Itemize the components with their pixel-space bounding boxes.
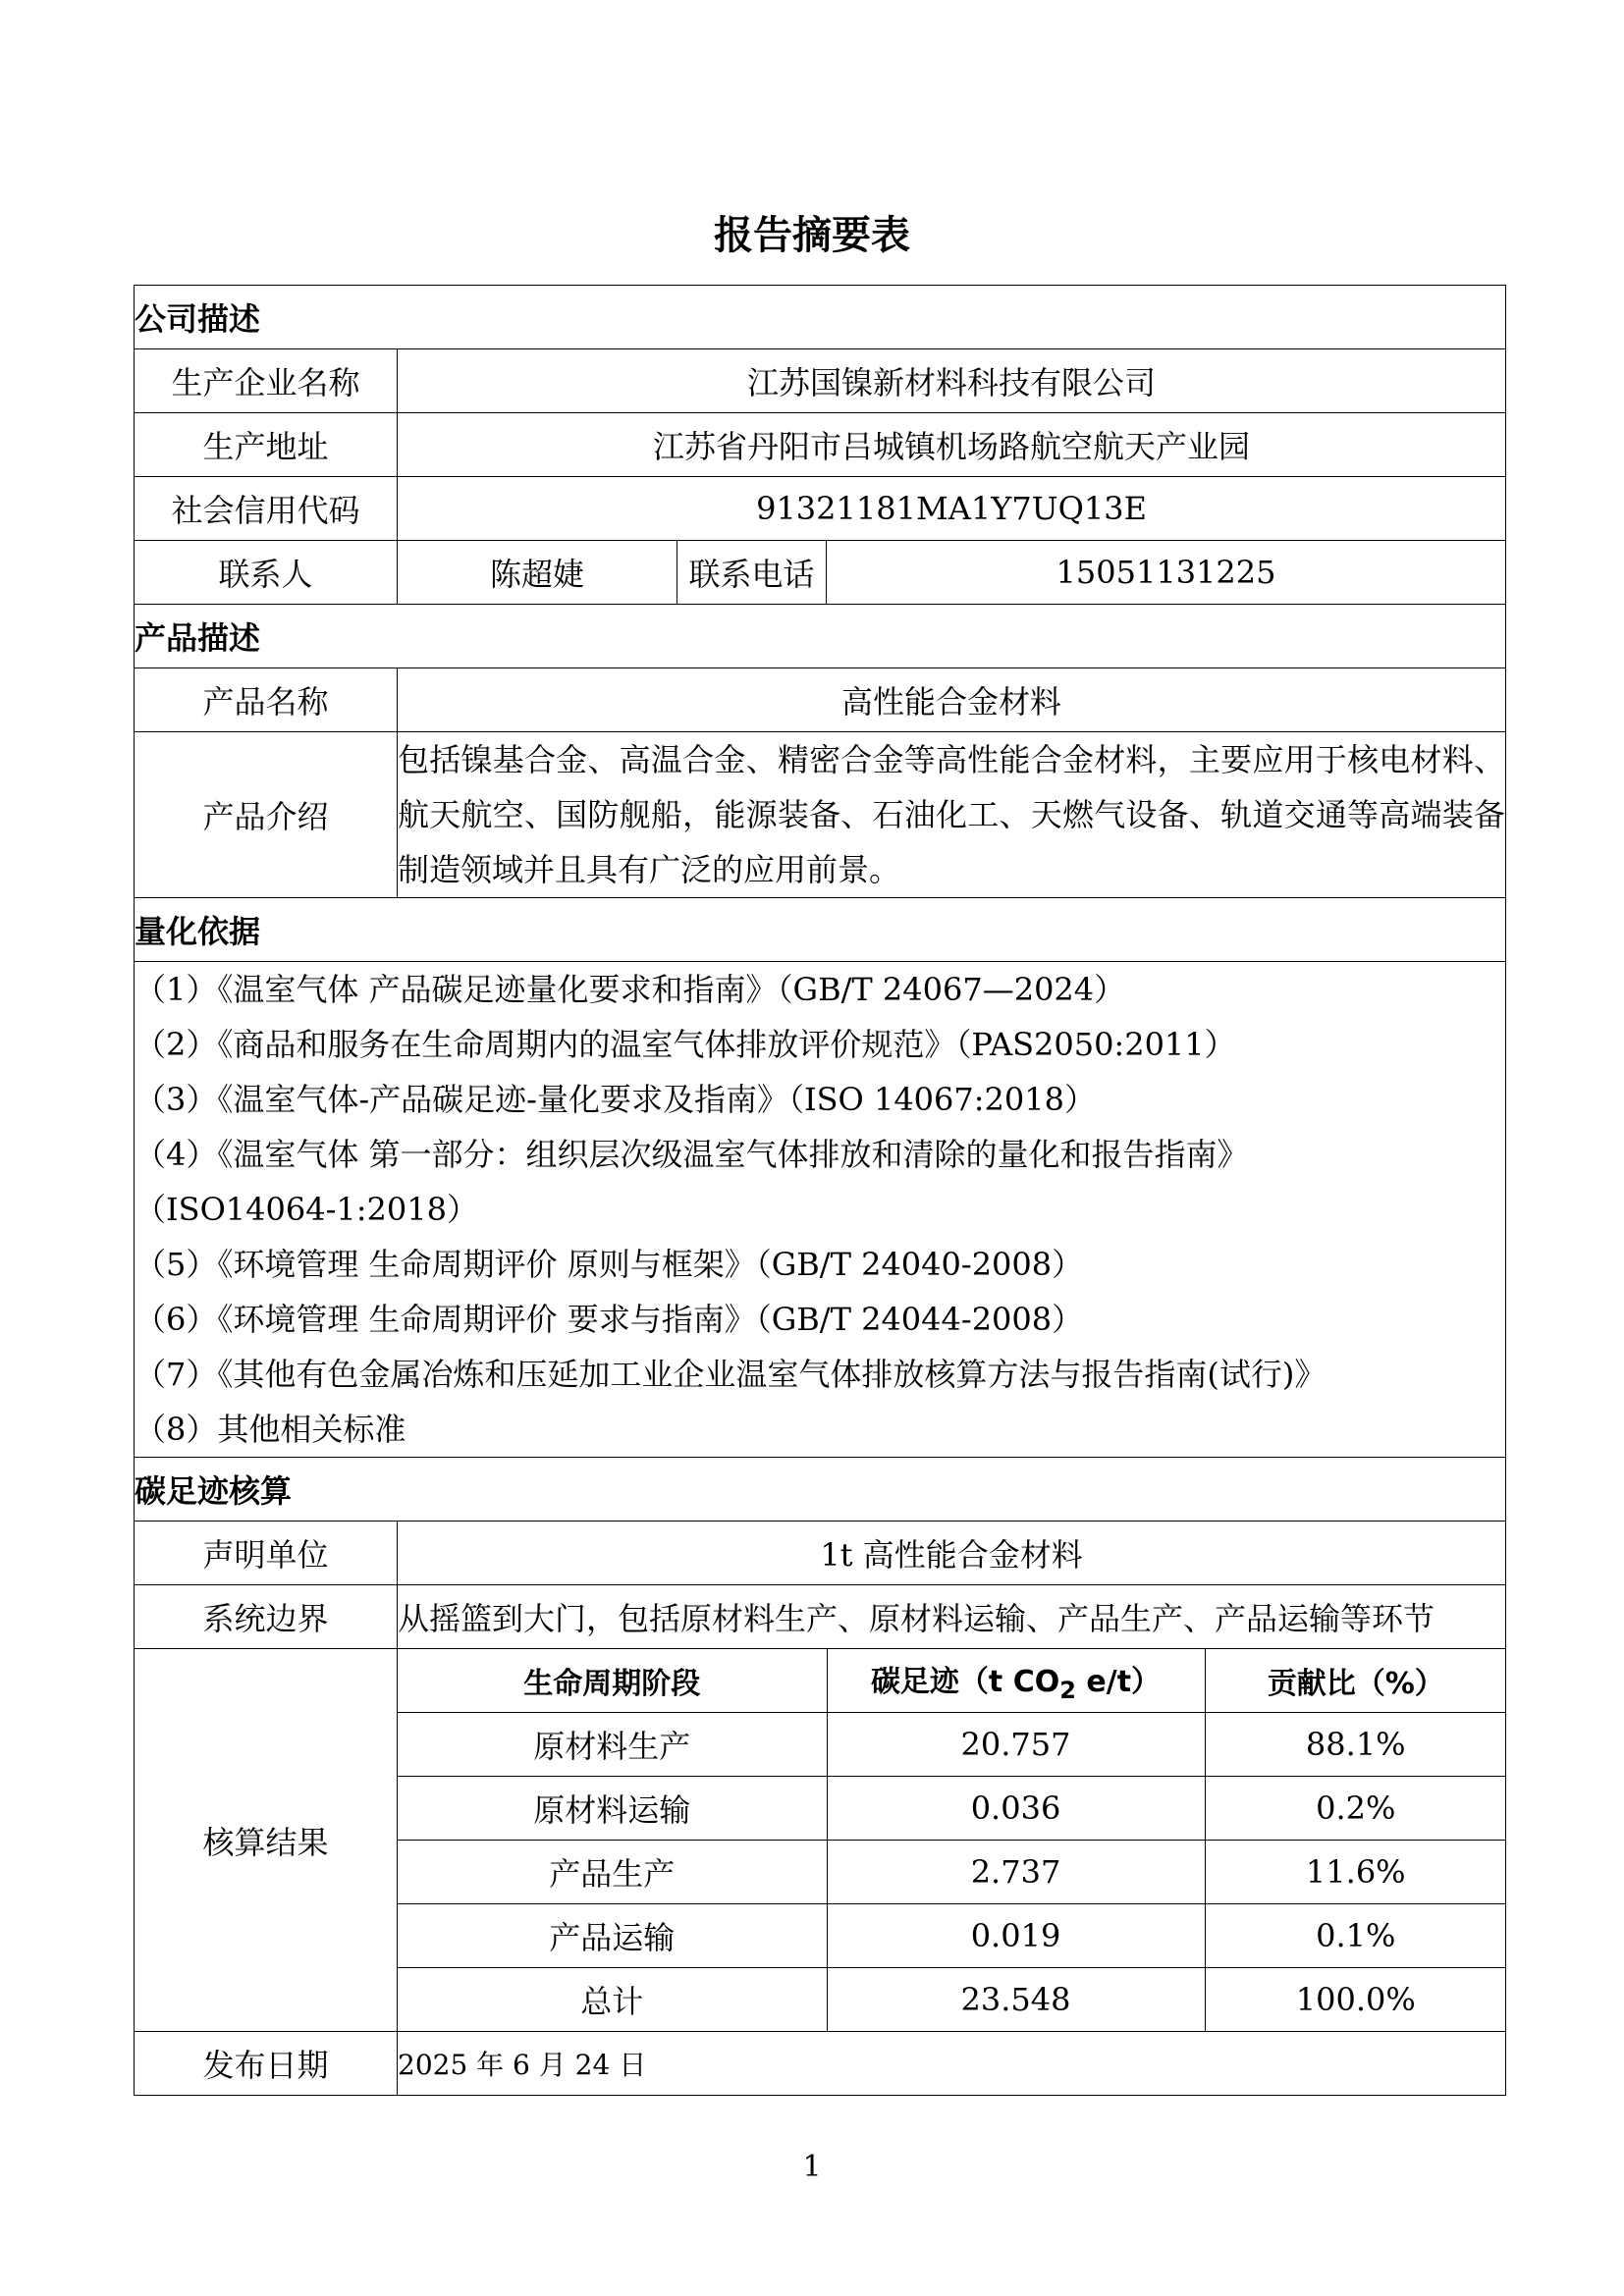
ratio-cell: 11.6% bbox=[1205, 1841, 1506, 1904]
basis-item: （6）《环境管理 生命周期评价 要求与指南》（GB/T 24044-2008） bbox=[135, 1301, 1084, 1338]
basis-item: （1）《温室气体 产品碳足迹量化要求和指南》（GB/T 24067—2024） bbox=[135, 971, 1126, 1008]
company-section-row bbox=[135, 286, 1506, 349]
results-table bbox=[398, 1649, 1506, 2031]
footprint-cell: 23.548 bbox=[827, 1968, 1205, 2032]
ratio-cell: 100.0% bbox=[1205, 1968, 1506, 2032]
results-header-row bbox=[398, 1649, 1506, 1713]
basis-item: （4）《温室气体 第一部分：组织层次级温室气体排放和清除的量化和报告指南》 bbox=[135, 1136, 1249, 1173]
product-name-row bbox=[135, 668, 1506, 732]
system-boundary-row bbox=[135, 1585, 1506, 1649]
summary-table bbox=[134, 285, 1506, 2096]
results-label: 核算结果 bbox=[135, 1649, 398, 2032]
stage-cell: 原材料生产 bbox=[398, 1713, 827, 1777]
ratio-cell: 0.1% bbox=[1205, 1904, 1506, 1968]
product-intro-row bbox=[135, 732, 1506, 898]
declared-unit-value: 1t 高性能合金材料 bbox=[398, 1522, 1506, 1585]
address-row bbox=[135, 413, 1506, 477]
basis-item: （8）其他相关标准 bbox=[135, 1411, 406, 1448]
stage-cell: 原材料运输 bbox=[398, 1777, 827, 1841]
table-row bbox=[398, 1841, 1506, 1904]
phone-value: 15051131225 bbox=[827, 541, 1506, 605]
footprint-section-heading: 碳足迹核算 bbox=[135, 1458, 1506, 1522]
release-date-label: 发布日期 bbox=[135, 2032, 398, 2096]
ratio-cell: 0.2% bbox=[1205, 1777, 1506, 1841]
contact-value: 陈超婕 bbox=[398, 541, 677, 605]
credit-code-row bbox=[135, 477, 1506, 541]
footprint-cell: 20.757 bbox=[827, 1713, 1205, 1777]
product-intro-text: 包括镍基合金、高温合金、精密合金等高性能合金材料，主要应用于核电材料、航天航空、国防舰船，能源装备、石油化工、天燃气设备、轨道交通等高端装备制造领域并且具有广泛的应用前景。 bbox=[398, 732, 1506, 898]
stage-cell: 产品运输 bbox=[398, 1904, 827, 1968]
results-row bbox=[135, 1649, 1506, 2032]
footprint-header-suffix: e/t） bbox=[1075, 1665, 1162, 1699]
release-date-row bbox=[135, 2032, 1506, 2096]
system-boundary-label: 系统边界 bbox=[135, 1585, 398, 1649]
footprint-section-row bbox=[135, 1458, 1506, 1522]
footprint-cell: 0.036 bbox=[827, 1777, 1205, 1841]
credit-code-value: 91321181MA1Y7UQ13E bbox=[398, 477, 1506, 541]
credit-code-label: 社会信用代码 bbox=[135, 477, 398, 541]
ratio-header: 贡献比（%） bbox=[1205, 1649, 1506, 1713]
declared-unit-row bbox=[135, 1522, 1506, 1585]
declared-unit-label: 声明单位 bbox=[135, 1522, 398, 1585]
basis-item: （3）《温室气体-产品碳足迹-量化要求及指南》（ISO 14067:2018） bbox=[135, 1081, 1096, 1118]
company-name-row bbox=[135, 349, 1506, 413]
basis-item: （2）《商品和服务在生命周期内的温室气体排放评价规范》（PAS2050:2011） bbox=[135, 1026, 1236, 1063]
contact-label: 联系人 bbox=[135, 541, 398, 605]
page-title: 报告摘要表 bbox=[714, 213, 910, 258]
address-label: 生产地址 bbox=[135, 413, 398, 477]
release-date-value: 2025 年 6 月 24 日 bbox=[398, 2032, 1506, 2096]
product-name-value: 高性能合金材料 bbox=[398, 668, 1506, 732]
product-section-heading: 产品描述 bbox=[135, 605, 1506, 668]
address-value: 江苏省丹阳市吕城镇机场路航空航天产业园 bbox=[398, 413, 1506, 477]
basis-section-row bbox=[135, 898, 1506, 962]
page-number: 1 bbox=[802, 2150, 822, 2184]
company-name-value: 江苏国镍新材料科技有限公司 bbox=[398, 349, 1506, 413]
table-row bbox=[398, 1904, 1506, 1968]
phone-label: 联系电话 bbox=[677, 541, 827, 605]
product-section-row bbox=[135, 605, 1506, 668]
product-name-label: 产品名称 bbox=[135, 668, 398, 732]
company-name-label: 生产企业名称 bbox=[135, 349, 398, 413]
footprint-cell: 2.737 bbox=[827, 1841, 1205, 1904]
table-row bbox=[398, 1713, 1506, 1777]
company-section-heading: 公司描述 bbox=[135, 286, 1506, 349]
results-cell bbox=[398, 1649, 1506, 2032]
stage-header: 生命周期阶段 bbox=[398, 1649, 827, 1713]
footprint-header-prefix: 碳足迹（t CO bbox=[870, 1665, 1060, 1699]
table-row bbox=[398, 1777, 1506, 1841]
basis-item: （7）《其他有色金属冶炼和压延加工业企业温室气体排放核算方法与报告指南(试行)》 bbox=[135, 1356, 1326, 1393]
footprint-header-subscript: 2 bbox=[1059, 1677, 1076, 1704]
basis-list bbox=[135, 962, 1506, 1458]
system-boundary-value: 从摇篮到大门，包括原材料生产、原材料运输、产品生产、产品运输等环节 bbox=[398, 1585, 1506, 1649]
basis-item: （5）《环境管理 生命周期评价 原则与框架》（GB/T 24040-2008） bbox=[135, 1246, 1084, 1283]
stage-cell: 产品生产 bbox=[398, 1841, 827, 1904]
basis-list-row bbox=[135, 962, 1506, 1458]
footprint-header bbox=[827, 1649, 1205, 1713]
basis-section-heading: 量化依据 bbox=[135, 898, 1506, 962]
total-row bbox=[398, 1968, 1506, 2032]
basis-item: （ISO14064-1:2018） bbox=[135, 1191, 478, 1228]
footprint-cell: 0.019 bbox=[827, 1904, 1205, 1968]
product-intro-label: 产品介绍 bbox=[135, 732, 398, 898]
contact-row bbox=[135, 541, 1506, 605]
stage-cell: 总计 bbox=[398, 1968, 827, 2032]
ratio-cell: 88.1% bbox=[1205, 1713, 1506, 1777]
